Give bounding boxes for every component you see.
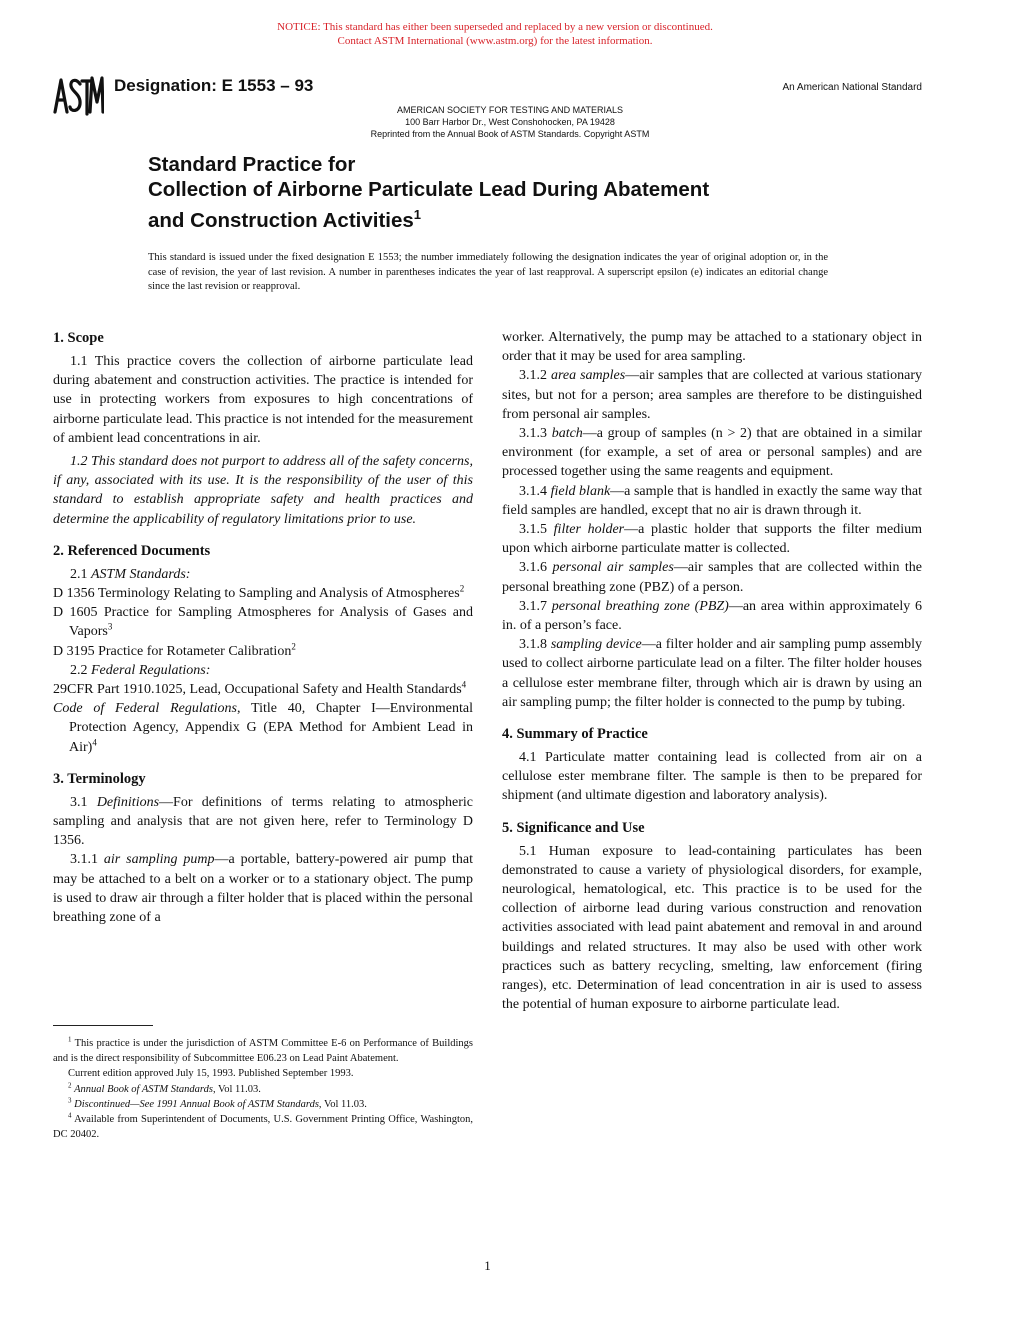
title-line-2: Collection of Airborne Particulate Lead During Abatement [148,178,710,201]
supersession-notice [0,20,990,48]
society-address: 100 Barr Harbor Dr., West Conshohocken, PA 19428 [405,117,615,127]
subsection-2-2: 2.2 Federal Regulations: [70,662,211,678]
footnote-3: $^3$ Discontinued—See 1991 Annual Book of ASTM Standards, Vol 11.03. [68,1096,367,1110]
footnote-divider [53,1025,153,1026]
paragraph-3-1-7: 3.1.7 personal breathing zone (PBZ)—an area within approximately 6 in. of a person’s face. [502,598,922,634]
national-standard-label: An American National Standard [782,82,922,93]
paragraph-3-1-1-continued: worker. Alternatively, the pump may be attached to a stationary object in order that it may be used for area sampling. [502,330,922,365]
paragraph-3-1-4: 3.1.4 field blank—a sample that is handled in exactly the same way that field samples are handled, except that no air is drawn through it. [502,483,923,518]
footnotes [53,1036,473,1142]
paragraph-5-1: 5.1 Human exposure to lead-containing particulates has been demonstrated to cause a variety of physiological disorders, for example, neurological, hematological, etc. This practice is to be used for the collection of airborne lead during various construction and renovation activities associated with lead paint abatement and removal in and around buildings and related structures. It may also be used with other work practices such as battery recycling, smelting, law enforcement (firing ranges), etc. Determination of lead concentration in air is used to assess the potential of human exposure to airborne particulate lead. [502,843,922,1013]
title-footnote-ref: 1 [413,207,422,222]
designation: Designation: E 1553 – 93 [114,76,314,95]
reprint-notice: Reprinted from the Annual Book of ASTM Standards. Copyright ASTM [370,129,650,139]
reference-cfr-title-40: Code of Federal Regulations, Title 40, Chapter I—Environmental Protection Agency, Appendix G (EPA Method for Ambient Lead in Air)$^4$ [53,701,473,755]
paragraph-1-1: 1.1 This practice covers the collection of airborne particulate lead during abatement and construction activities. The practice is intended for use in protecting workers from exposures to high concentrations of airborne particulate lead. This practice is not intended for the measurement of ambient lead concentrations in air. [53,354,473,446]
section-heading-summary: 4. Summary of Practice [502,726,648,743]
society-block [0,104,1020,140]
paragraph-3-1-2: 3.1.2 area samples—air samples that are collected at various stationary sites, but not for a person; area samples are therefore to be distinguished from personal air samples. [502,368,922,422]
reference-29cfr: 29CFR Part 1910.1025, Lead, Occupational Safety and Health Standards$^4$ [53,679,467,698]
section-heading-scope: 1. Scope [53,330,104,346]
title-line-3: and Construction Activities$^1$ [148,207,422,232]
footnote-1: $^1$ This practice is under the jurisdiction of ASTM Committee E-6 on Performance of Buildings and is the direct responsibility of Subcommittee E06.23 on Lead Paint Abatement. [53,1035,474,1065]
society-name: AMERICAN SOCIETY FOR TESTING AND MATERIALS [396,105,624,115]
section-heading-significance: 5. Significance and Use [502,819,645,836]
notice-line-1: NOTICE: This standard has either been superseded and replaced by a new version or discontinued. [277,21,713,33]
page-number: 1 [484,1258,491,1273]
section-heading-terminology: 3. Terminology [53,770,146,787]
footnote-2: $^2$ Annual Book of ASTM Standards, Vol 11.03. [68,1081,261,1095]
reference-d3195: D 3195 Practice for Rotameter Calibration$^2$ [53,640,296,659]
paragraph-4-1: 4.1 Particulate matter containing lead is collected from air on a cellulose ester membrane filter. The sample is then to be prepared for shipment (and ultimate digestion and laboratory analysis). [502,750,922,804]
subsection-2-1: 2.1 ASTM Standards: [70,566,191,582]
section-heading-referenced-documents: 2. Referenced Documents [53,542,211,559]
paragraph-3-1-6: 3.1.6 personal air samples—air samples that are collected within the personal breathing zone (PBZ) of a person. [502,560,923,595]
footnote-1-edition: Current edition approved July 15, 1993. Published September 1993. [68,1068,354,1080]
paragraph-3-1-8: 3.1.8 sampling device—a filter holder and air sampling pump assembly used to collect airborne particulate lead on a filter. The filter holder houses a cellulose ester membrane filter, through which air is drawn by using an air sampling pump; the filter holder is connected to the pump by tubing. [502,637,922,710]
reference-d1356: D 1356 Terminology Relating to Sampling and Analysis of Atmospheres$^2$ [53,583,465,602]
title-line-1: Standard Practice for [148,153,356,176]
paragraph-1-2: 1.2 This standard does not purport to address all of the safety concerns, if any, associated with its use. It is the responsibility of the user of this standard to establish appropriate safety and health practices and determine the applicability of regulatory limitations prior to use. [53,454,473,527]
paragraph-3-1-3: 3.1.3 batch—a group of samples (n > 2) that are obtained in a similar environment (for example, a set of area or personal samples) and are processed together using the same reagents and equipment. [502,426,923,480]
notice-line-2: Contact ASTM International (www.astm.org) for the latest information. [337,35,653,47]
footnote-4: $^4$ Available from Superintendent of Documents, U.S. Government Printing Office, Washington, DC 20402. [53,1111,474,1141]
document-title [148,152,709,233]
paragraph-3-1-5: 3.1.5 filter holder—a plastic holder that supports the filter medium upon which airborne particulate matter is collected. [502,522,922,557]
reference-d1605: D 1605 Practice for Sampling Atmospheres for Analysis of Gases and Vapors$^3$ [53,605,473,640]
paragraph-3-1: 3.1 Definitions—For definitions of terms relating to atmospheric sampling and analysis that are not given here, refer to Terminology D 1356. [53,794,474,849]
issuance-statement: This standard is issued under the fixed designation E 1553; the number immediately following the designation indicates the year of original adoption or, in the case of revision, the year of last revision. A number in parentheses indicates the year of last reapproval. A superscript epsilon (e) indicates an editorial change since the last revision or reapproval. [148,252,828,292]
left-column [53,328,473,927]
paragraph-3-1-1: 3.1.1 air sampling pump—a portable, battery-powered air pump that may be attached to a belt on a worker or to a stationary object. The pump is used to draw air through a filter holder that is placed within the personal breathing zone of a [53,852,473,926]
right-column [502,328,922,1015]
